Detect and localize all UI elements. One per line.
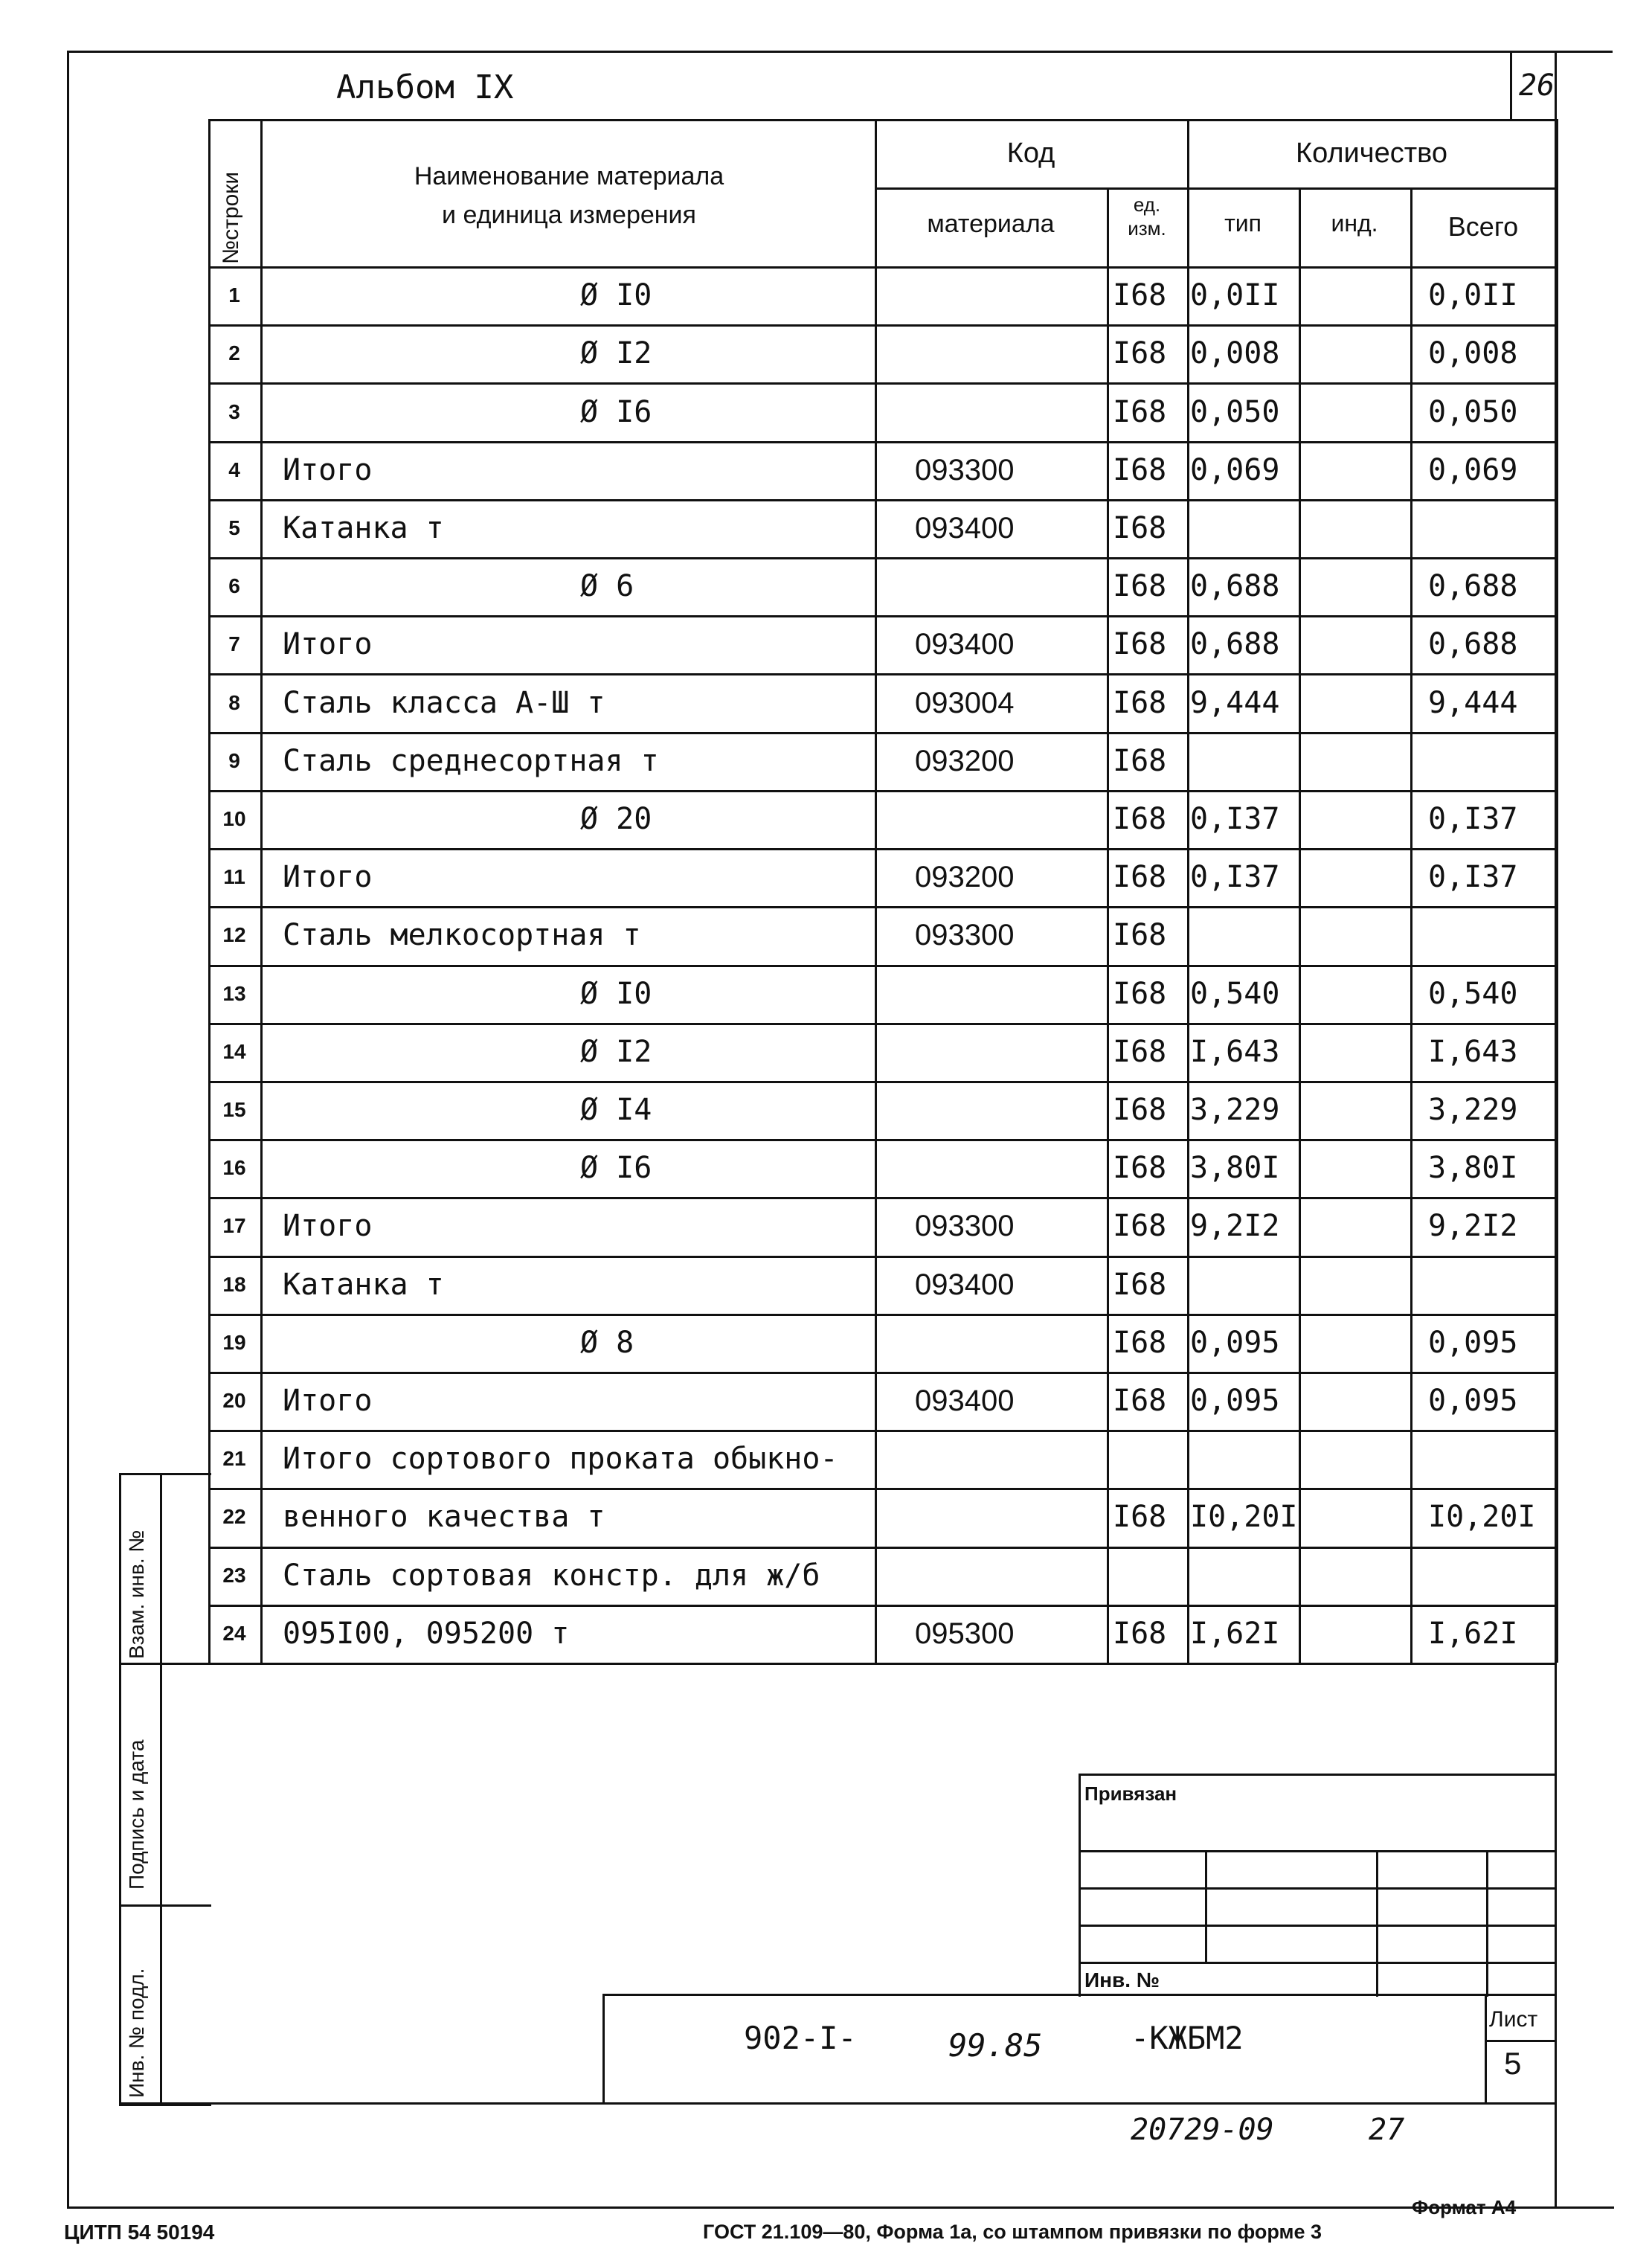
- material-name: Итого: [283, 1209, 373, 1244]
- qty-total: 0,540: [1428, 976, 1518, 1011]
- qty-type: I0,20I: [1190, 1500, 1298, 1535]
- sheet-number: 5: [1504, 2046, 1522, 2081]
- material-name: Сталь класса А-Ш т: [283, 685, 605, 720]
- qty-total: 3,80I: [1428, 1151, 1518, 1186]
- table-row: [208, 965, 1556, 1023]
- table-row: [208, 441, 1556, 499]
- material-code: 093300: [915, 453, 1015, 487]
- material-code: 095300: [915, 1617, 1015, 1650]
- table-row: [208, 1023, 1556, 1081]
- material-code: 093300: [915, 919, 1015, 952]
- col-name-header-1: Наименование материала: [414, 162, 724, 190]
- row-number: 8: [228, 690, 240, 714]
- material-name: Ø I6: [580, 1151, 652, 1186]
- designation-suffix: -КЖБМ2: [1131, 2020, 1244, 2056]
- table-row: [208, 1488, 1556, 1546]
- frame-top: [67, 51, 1613, 53]
- table-row: [208, 499, 1556, 557]
- qty-total: 0,095: [1428, 1325, 1518, 1360]
- qty-type: 0,008: [1190, 336, 1280, 371]
- material-code: 093400: [915, 511, 1015, 545]
- material-name: Итого: [283, 860, 373, 895]
- unit-code: I68: [1113, 918, 1167, 953]
- col-unit-header-1: ед.: [1133, 193, 1161, 216]
- binding-title: Привязан: [1084, 1782, 1177, 1805]
- qty-type: 9,444: [1190, 685, 1280, 720]
- row-number: 9: [228, 748, 240, 772]
- table-row: [208, 615, 1556, 673]
- page-number: 26: [1519, 68, 1555, 103]
- sheet-label: Лист: [1489, 2007, 1538, 2032]
- table-row: [208, 790, 1556, 848]
- row-number: 21: [222, 1447, 246, 1471]
- binding-inv-no: Инв. №: [1084, 1968, 1160, 1991]
- unit-code: I68: [1113, 1209, 1167, 1244]
- qty-type: 0,050: [1190, 394, 1280, 429]
- qty-total: 0,0II: [1428, 278, 1518, 313]
- qty-total: 0,688: [1428, 627, 1518, 662]
- binding-stamp: [1079, 1774, 1556, 1997]
- table-row: [208, 732, 1556, 790]
- row-number: 17: [222, 1214, 246, 1238]
- handwritten-page: 27: [1369, 2113, 1405, 2147]
- unit-code: I68: [1113, 394, 1167, 429]
- qty-type: 0,095: [1190, 1384, 1280, 1419]
- row-number: 23: [222, 1563, 246, 1587]
- row-number: 5: [228, 516, 240, 539]
- qty-total: I,643: [1428, 1034, 1518, 1069]
- podpis-data-label: Подпись и дата: [125, 1739, 148, 1890]
- qty-type: I,62I: [1190, 1616, 1280, 1651]
- material-name: Ø I0: [580, 976, 652, 1011]
- qty-type: 0,0II: [1190, 278, 1280, 313]
- title-block: [602, 1994, 1556, 2104]
- row-number: 4: [228, 458, 240, 481]
- qty-type: 0,540: [1190, 976, 1280, 1011]
- material-name: Сталь среднесортная т: [283, 743, 659, 778]
- unit-code: I68: [1113, 1093, 1167, 1127]
- footer-left: ЦИТП 54 50194: [64, 2221, 215, 2244]
- row-number: 12: [222, 923, 246, 947]
- qty-total: 0,008: [1428, 336, 1518, 371]
- qty-type: 0,688: [1190, 569, 1280, 604]
- table-row: [208, 1139, 1556, 1197]
- material-code: 093200: [915, 861, 1015, 894]
- material-name: 095I00, 095200 т: [283, 1616, 570, 1651]
- row-number: 19: [222, 1330, 246, 1354]
- page-number-box-left: [1510, 51, 1512, 121]
- table-row: [208, 1081, 1556, 1139]
- row-number: 20: [222, 1389, 246, 1413]
- table-row: [208, 1197, 1556, 1255]
- material-name: венного качества т: [283, 1500, 605, 1535]
- table-row: [208, 266, 1556, 324]
- qty-total: I0,20I: [1428, 1500, 1536, 1535]
- material-name: Итого сортового проката обыкно-: [283, 1442, 838, 1477]
- row-number: 7: [228, 632, 240, 656]
- row-number: 22: [222, 1505, 246, 1529]
- material-name: Катанка т: [283, 510, 444, 545]
- material-name: Ø I2: [580, 1034, 652, 1069]
- table-row: [208, 848, 1556, 906]
- table-row: [208, 906, 1556, 964]
- material-name: Ø I2: [580, 336, 652, 371]
- qty-total: 3,229: [1428, 1093, 1518, 1127]
- unit-code: I68: [1113, 1500, 1167, 1535]
- material-name: Итого: [283, 627, 373, 662]
- unit-code: I68: [1113, 510, 1167, 545]
- qty-total: 0,069: [1428, 452, 1518, 487]
- row-number: 24: [222, 1621, 246, 1645]
- qty-type: 0,I37: [1190, 801, 1280, 836]
- unit-code: I68: [1113, 336, 1167, 371]
- frame-bottom: [67, 2206, 1614, 2209]
- footer-format: Формат А4: [1412, 2196, 1517, 2218]
- material-code: 093400: [915, 628, 1015, 661]
- material-name: Ø I6: [580, 394, 652, 429]
- row-number: 6: [228, 574, 240, 598]
- material-code: 093004: [915, 686, 1015, 719]
- unit-code: I68: [1113, 743, 1167, 778]
- qty-type: 3,80I: [1190, 1151, 1280, 1186]
- col-unit-header-2: изм.: [1128, 217, 1166, 240]
- qty-total: 9,444: [1428, 685, 1518, 720]
- row-number: 2: [228, 341, 240, 365]
- col-quantity-header: Количество: [1295, 138, 1448, 169]
- row-number: 3: [228, 399, 240, 423]
- qty-total: 0,050: [1428, 394, 1518, 429]
- album-title: Альбом IX: [336, 68, 514, 106]
- material-code: 093300: [915, 1210, 1015, 1243]
- unit-code: I68: [1113, 801, 1167, 836]
- table-row: [208, 1372, 1556, 1430]
- side-stamp: [119, 1473, 211, 2105]
- row-number: 16: [222, 1156, 246, 1180]
- table-row: [208, 382, 1556, 440]
- row-number: 11: [223, 865, 245, 889]
- qty-total: 0,I37: [1428, 801, 1518, 836]
- unit-code: I68: [1113, 976, 1167, 1011]
- material-code: 093400: [915, 1268, 1015, 1301]
- material-name: Сталь мелкосортная т: [283, 918, 641, 953]
- unit-code: I68: [1113, 1267, 1167, 1302]
- material-name: Ø I4: [580, 1093, 652, 1127]
- qty-total: 0,688: [1428, 569, 1518, 604]
- qty-type: I,643: [1190, 1034, 1280, 1069]
- row-number: 10: [222, 806, 246, 830]
- frame-left: [67, 51, 69, 2208]
- unit-code: I68: [1113, 1325, 1167, 1360]
- table-row: [208, 1430, 1556, 1488]
- table-row: [208, 1256, 1556, 1314]
- unit-code: I68: [1113, 452, 1167, 487]
- unit-code: I68: [1113, 860, 1167, 895]
- table-row: [208, 1605, 1556, 1663]
- material-name: Итого: [283, 1384, 373, 1419]
- col-code-material-header: материала: [927, 210, 1055, 238]
- material-name: Ø 20: [580, 801, 652, 836]
- col-total-header: Всего: [1447, 211, 1519, 242]
- unit-code: I68: [1113, 685, 1167, 720]
- col-code-header: Код: [1006, 138, 1055, 169]
- qty-total: 0,I37: [1428, 860, 1518, 895]
- inv-podl-label: Инв. № подл.: [125, 1968, 148, 2098]
- qty-type: 0,095: [1190, 1325, 1280, 1360]
- material-name: Ø I0: [580, 278, 652, 313]
- qty-type: 0,688: [1190, 627, 1280, 662]
- unit-code: I68: [1113, 627, 1167, 662]
- material-name: Ø 6: [580, 569, 634, 604]
- qty-total: 0,095: [1428, 1384, 1518, 1419]
- vzam-inv-label: Взам. инв. №: [125, 1530, 148, 1659]
- footer-standard: ГОСТ 21.109—80, Форма 1а, со штампом привязки по форме 3: [703, 2221, 1322, 2243]
- col-type-header: тип: [1224, 210, 1262, 237]
- qty-type: 0,I37: [1190, 860, 1280, 895]
- qty-type: 9,2I2: [1190, 1209, 1280, 1244]
- qty-type: 0,069: [1190, 452, 1280, 487]
- unit-code: I68: [1113, 1384, 1167, 1419]
- table-row: [208, 1547, 1556, 1605]
- material-code: 093400: [915, 1384, 1015, 1418]
- row-number: 13: [222, 981, 246, 1005]
- material-code: 093200: [915, 744, 1015, 777]
- row-number: 14: [222, 1039, 246, 1063]
- table-row: [208, 673, 1556, 731]
- designation-handwritten: 99.85: [948, 2027, 1043, 2064]
- qty-type: 3,229: [1190, 1093, 1280, 1127]
- handwritten-number: 20729-09: [1131, 2113, 1274, 2147]
- row-number: 18: [222, 1272, 246, 1296]
- material-name: Ø 8: [580, 1325, 634, 1360]
- row-number: 15: [222, 1098, 246, 1121]
- unit-code: I68: [1113, 1034, 1167, 1069]
- designation-prefix: 902-I-: [744, 2020, 857, 2056]
- unit-code: I68: [1113, 1151, 1167, 1186]
- material-name: Итого: [283, 452, 373, 487]
- unit-code: I68: [1113, 278, 1167, 313]
- unit-code: I68: [1113, 569, 1167, 604]
- col-name-header-2: и единица измерения: [442, 201, 696, 229]
- table-row: [208, 557, 1556, 615]
- unit-code: I68: [1113, 1616, 1167, 1651]
- col-ind-header: инд.: [1331, 210, 1378, 237]
- col-row-no-header: №строки: [219, 171, 243, 264]
- material-name: Сталь сортовая констр. для ж/б: [283, 1558, 820, 1593]
- materials-table: [208, 119, 1556, 1663]
- qty-total: 9,2I2: [1428, 1209, 1518, 1244]
- row-number: 1: [228, 283, 240, 307]
- qty-total: I,62I: [1428, 1616, 1518, 1651]
- table-row: [208, 1314, 1556, 1372]
- table-row: [208, 324, 1556, 382]
- material-name: Катанка т: [283, 1267, 444, 1302]
